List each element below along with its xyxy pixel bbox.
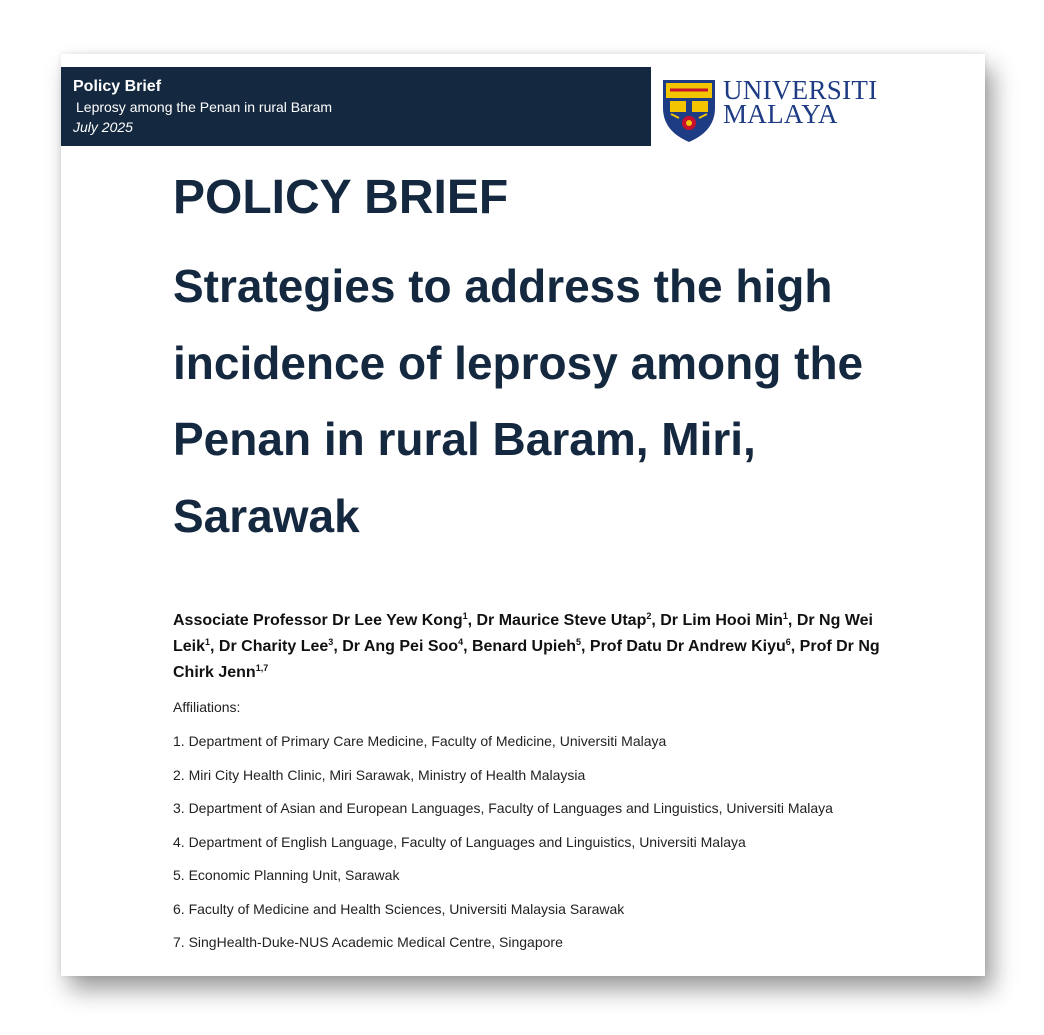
affiliation-item: 2. Miri City Health Clinic, Miri Sarawak, Ministry of Health Malaysia	[173, 766, 586, 783]
document-title: Strategies to address the high incidence of leprosy among the Penan in rural Baram, Miri, Sarawak	[173, 260, 864, 542]
affiliation-item: 4. Department of English Language, Faculty of Languages and Linguistics, Universiti Malaya	[173, 833, 746, 850]
affiliation-item: 5. Economic Planning Unit, Sarawak	[173, 867, 400, 883]
author-affiliation-number: 6	[785, 637, 791, 647]
affiliation-item: 6. Faculty of Medicine and Health Sciences, Universiti Malaysia Sarawak	[173, 900, 625, 917]
author-name: Prof Datu Dr Andrew Kiyu	[589, 638, 786, 655]
author-affiliation-number: 5	[575, 637, 581, 647]
author-affiliation-number: 1,7	[255, 663, 269, 673]
banner-subtitle: Leprosy among the Penan in rural Baram	[76, 99, 333, 115]
university-crest-icon	[661, 78, 717, 144]
author-affiliation-number: 1	[462, 611, 468, 621]
author-name: Dr Maurice Steve Utap	[476, 612, 647, 629]
author-affiliation-number: 4	[458, 637, 464, 647]
author-affiliation-number: 2	[646, 611, 652, 621]
author-name: Prof Dr Ng Chirk Jenn	[173, 638, 880, 681]
author-affiliation-number: 3	[328, 637, 334, 647]
author-affiliation-number: 1	[782, 611, 788, 621]
author-name: Dr Lim Hooi Min	[660, 612, 783, 629]
affiliations-label: Affiliations:	[173, 699, 241, 715]
affiliation-item: 3. Department of Asian and European Languages, Faculty of Languages and Linguistics, Universiti Malaya	[173, 800, 833, 816]
affiliation-item: 1. Department of Primary Care Medicine, Faculty of Medicine, Universiti Malaya	[173, 733, 667, 749]
university-name: UNIVERSITI MALAYA	[723, 75, 878, 129]
author-name: Associate Professor Dr Lee Yew Kong	[173, 612, 463, 629]
author-list: Associate Professor Dr Lee Yew Kong$^1$, Dr Maurice Steve Utap$^2$, Dr Lim Hooi Min$^1$, Dr Ng Wei Leik$^1$, Dr Charity Lee$^3$, Dr Ang Pei Soo$^4$, Benard Upieh$^5$, Prof Datu Dr Andrew Kiyu$^6$, Prof Dr Ng Chirk Jenn$^{1,7}$	[173, 611, 880, 681]
header-banner	[61, 67, 651, 146]
author-affiliation-number: 1	[205, 637, 211, 647]
author-name: Dr Charity Lee	[218, 638, 329, 655]
university-logo	[661, 75, 901, 148]
author-name: Benard Upieh	[471, 638, 576, 655]
affiliation-item: 7. SingHealth-Duke-NUS Academic Medical Centre, Singapore	[173, 934, 563, 950]
author-name: Dr Ng Wei Leik	[173, 612, 873, 655]
banner-date: July 2025	[73, 119, 133, 135]
affiliations-list	[173, 732, 913, 967]
author-name: Dr Ang Pei Soo	[342, 638, 459, 655]
policy-brief-heading: POLICY BRIEF	[173, 171, 509, 224]
document-page	[61, 54, 985, 976]
banner-label: Policy Brief	[73, 78, 162, 95]
